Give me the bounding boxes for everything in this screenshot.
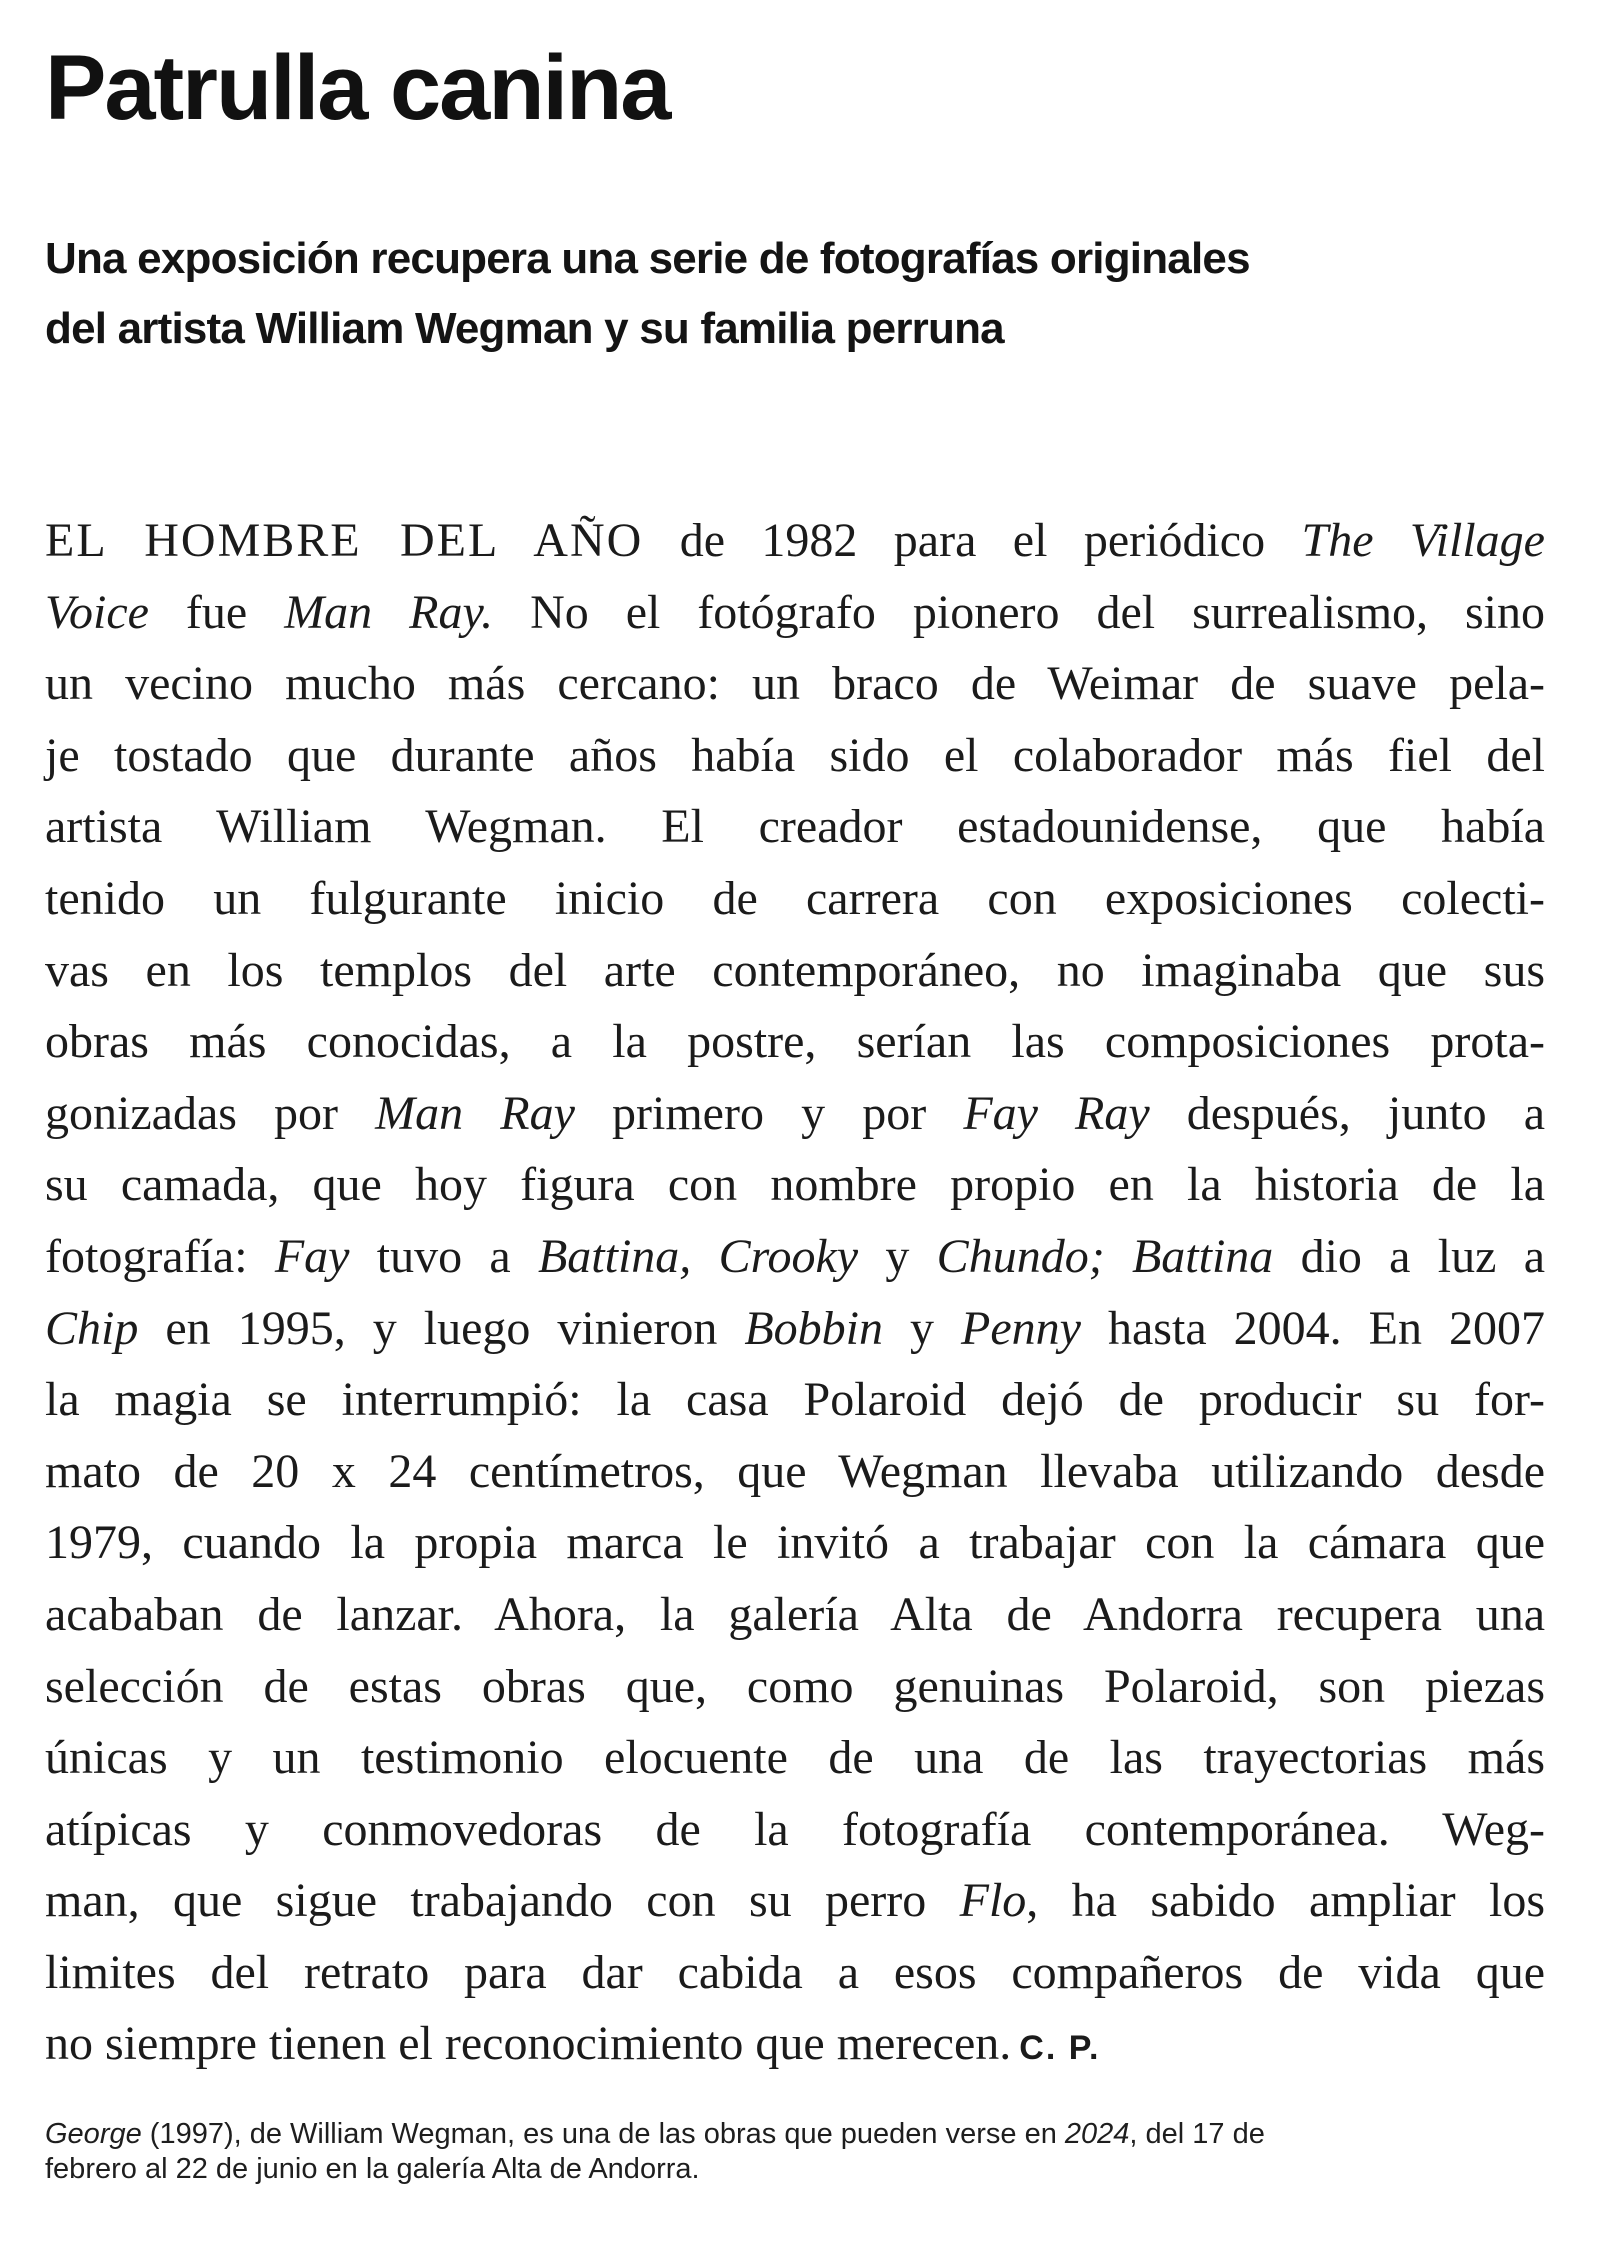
caption-text: (1997), de William Wegman, es una de las obras que pueden verse en (141, 2118, 1065, 2150)
body-italic: The Village (1301, 514, 1545, 567)
body-line (45, 1078, 1545, 1150)
subtitle-line: Una exposición recupera una serie de fotografías originales (45, 234, 1250, 283)
body-italic: Battina, Crooky (537, 1229, 859, 1283)
article-subtitle (45, 224, 1505, 364)
body-line: tenido un fulgurante inicio de carrera con exposiciones colecti- (45, 871, 1545, 925)
body-line (45, 1865, 1545, 1937)
body-line (45, 505, 1545, 577)
body-text: en 1995, y luego vinieron (138, 1301, 745, 1355)
body-line: limites del retrato para dar cabida a esos compañeros de vida que (45, 1945, 1545, 1999)
body-text: primero y por (574, 1086, 964, 1140)
body-italic: Voice (45, 585, 149, 639)
caption-line (45, 2117, 1525, 2152)
body-italic: Chip (45, 1301, 139, 1355)
body-text: y (883, 1301, 962, 1355)
body-text: de 1982 para el periódico (643, 514, 1302, 567)
body-text: , ha sabido ampliar los (1026, 1874, 1545, 1928)
body-line: 1979, cuando la propia marca le invitó a trabajar con la cámara que (45, 1516, 1545, 1570)
body-italic: Penny (961, 1301, 1081, 1355)
body-text: dio a luz a (1273, 1229, 1545, 1283)
body-text: No el fotógrafo pionero del surrealismo, sino (493, 585, 1546, 639)
body-italic: Man Ray. (284, 585, 494, 639)
body-italic: Man Ray (375, 1086, 575, 1140)
body-text: y (858, 1229, 937, 1283)
body-text: gonizadas por (45, 1086, 376, 1140)
author-initials: C. P. (1019, 2029, 1101, 2068)
body-line: obras más conocidas, a la postre, serían las composiciones prota- (45, 1015, 1545, 1069)
body-line: un vecino mucho más cercano: un braco de Weimar de suave pela- (45, 657, 1545, 711)
body-line: acababan de lanzar. Ahora, la galería Alta de Andorra recupera una (45, 1587, 1545, 1641)
caption-italic: George (45, 2118, 142, 2150)
body-italic: Fay Ray (963, 1086, 1150, 1140)
body-line: la magia se interrumpió: la casa Polaroid dejó de producir su for- (45, 1373, 1545, 1427)
article-title: Patrulla canina (45, 37, 670, 139)
body-line: únicas y un testimonio elocuente de una de las trayectorias más (45, 1731, 1545, 1785)
body-text: después, junto a (1149, 1086, 1545, 1140)
body-line: selección de estas obras que, como genuinas Polaroid, son piezas (45, 1659, 1545, 1713)
caption-italic: 2024 (1064, 2118, 1130, 2150)
body-text: fotografía: (45, 1229, 275, 1283)
body-line: artista William Wegman. El creador estadounidense, que había (45, 800, 1545, 854)
body-text: tuvo a (349, 1229, 538, 1283)
article-body (45, 505, 1545, 2080)
body-line: atípicas y conmovedoras de la fotografía contemporánea. Weg- (45, 1802, 1545, 1856)
body-italic: Flo (959, 1874, 1027, 1928)
body-italic: Bobbin (744, 1301, 884, 1355)
lead-in: EL HOMBRE DEL AÑO (45, 514, 644, 567)
body-line: je tostado que durante años había sido el colaborador más fiel del (45, 728, 1545, 782)
body-line (45, 2008, 1545, 2080)
caption-text: , del 17 de (1129, 2118, 1265, 2150)
body-line (45, 1221, 1545, 1293)
body-line (45, 577, 1545, 649)
body-line (45, 1293, 1545, 1365)
body-text: no siempre tienen el reconocimiento que merecen. (45, 2017, 1012, 2071)
body-text: fue (148, 585, 285, 639)
caption-line: febrero al 22 de junio en la galería Alta de Andorra. (45, 2153, 700, 2185)
body-text: man, que sigue trabajando con su perro (45, 1874, 960, 1928)
subtitle-line: del artista William Wegman y su familia perruna (45, 304, 1004, 353)
body-line: su camada, que hoy figura con nombre propio en la historia de la (45, 1158, 1545, 1212)
photo-caption (45, 2117, 1525, 2187)
body-line: mato de 20 x 24 centímetros, que Wegman llevaba utilizando desde (45, 1444, 1545, 1498)
body-italic: Fay (274, 1229, 350, 1283)
body-italic: Chundo; Battina (936, 1229, 1274, 1283)
body-line: vas en los templos del arte contemporáneo, no imaginaba que sus (45, 943, 1545, 997)
body-text: hasta 2004. En 2007 (1080, 1301, 1545, 1355)
